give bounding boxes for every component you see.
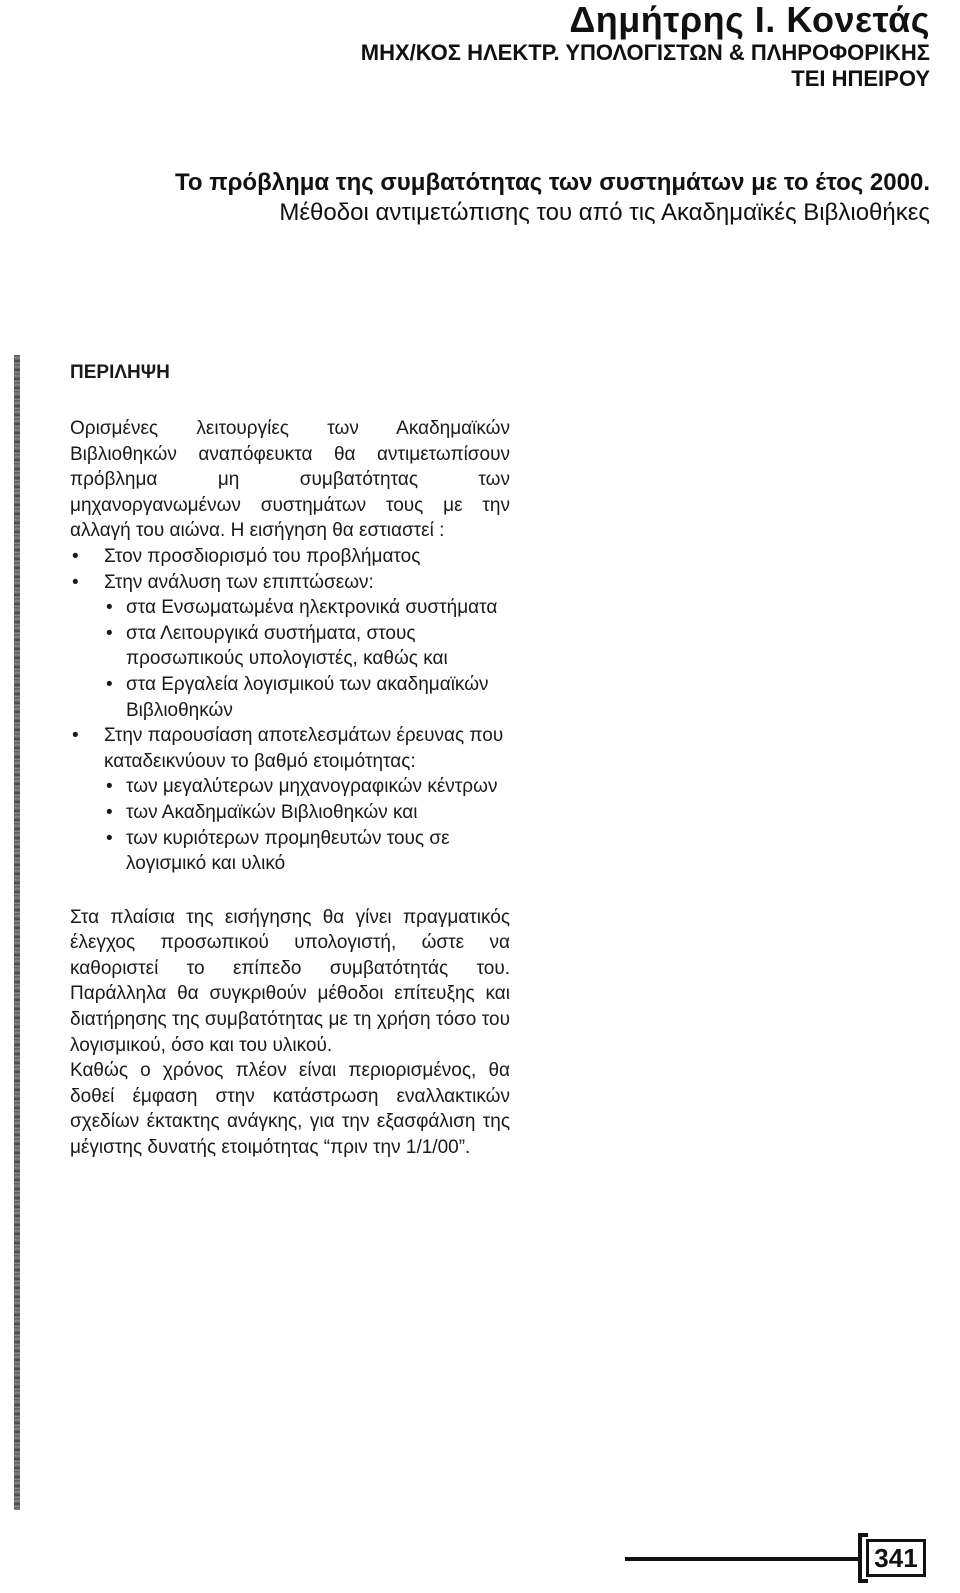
sublist-item bbox=[70, 595, 510, 621]
focus-list bbox=[70, 544, 510, 877]
sublist-item-text: των Ακαδημαϊκών Βιβλιοθηκών και bbox=[126, 801, 418, 823]
page-number: 341 bbox=[866, 1539, 926, 1577]
paper-subtitle: Μέθοδοι αντιμετώπισης του από τις Ακαδημαϊκές Βιβλιοθήκες bbox=[279, 199, 930, 226]
sublist-item-text: στα Ενσωματωμένα ηλεκτρονικά συστήματα bbox=[126, 597, 498, 619]
sublist-item bbox=[70, 621, 510, 672]
sublist-item-text: στα Εργαλεία λογισμικού των ακαδημαϊκών Βιβλιοθηκών bbox=[126, 673, 489, 721]
sublist-item-text: των μεγαλύτερων μηχανογραφικών κέντρων bbox=[126, 776, 498, 798]
readiness-sublist bbox=[104, 774, 510, 876]
affiliation-institution: ΤΕΙ ΗΠΕΙΡΟΥ bbox=[791, 66, 930, 91]
sublist-item bbox=[70, 672, 510, 723]
author-header bbox=[361, 0, 930, 92]
abstract-intro: Ορισμένες λειτουργίες των Ακαδημαϊκών Βιβλιοθηκών αναπόφευκτα θα αντιμετωπίσουν πρόβλημα μη συμβατότητας των μηχανοργανωμένων συστημάτων τους με την αλλαγή του αιώνα. Η εισήγηση θα εστιαστεί : bbox=[70, 418, 510, 542]
list-item bbox=[70, 570, 510, 724]
abstract-heading: ΠΕΡΙΛΗΨΗ bbox=[70, 362, 170, 383]
abstract-paragraph: Στα πλαίσια της εισήγησης θα γίνει πραγματικός έλεγχος προσωπικού υπολογιστή, ώστε να καθοριστεί το επίπεδο συμβατότητάς του. Παράλληλα θα συγκριθούν μέθοδοι επίτευξης και διατήρησης της συμβατότητας με τη χρήση τόσο του λογισμικού, όσο και του υλικού. bbox=[70, 906, 510, 1056]
list-item bbox=[70, 544, 510, 570]
paper-title-block bbox=[175, 168, 930, 228]
list-item-text: Στην παρουσίαση αποτελεσμάτων έρευνας που καταδεικνύουν το βαθμό ετοιμότητας: bbox=[104, 725, 504, 772]
page-number-box bbox=[858, 1533, 930, 1583]
sublist-item bbox=[70, 774, 510, 800]
abstract-section bbox=[70, 360, 510, 1161]
abstract-paragraph: Καθώς ο χρόνος πλέον είναι περιορισμένος, θα δοθεί έμφαση στην κατάστρωση εναλλακτικών σχεδίων έκτακτης ανάγκης, για την εξασφάλιση της μέγιστης δυνατής ετοιμότητας “πριν την 1/1/00”. bbox=[70, 1060, 510, 1159]
affiliation-department: ΜΗΧ/ΚΟΣ ΗΛΕΚΤΡ. ΥΠΟΛΟΓΙΣΤΩΝ & ΠΛΗΡΟΦΟΡΙΚΗΣ bbox=[360, 40, 930, 65]
author-name: Δημήτρης Ι. Κονετάς bbox=[569, 0, 930, 40]
list-item-text: Στην ανάλυση των επιπτώσεων: bbox=[104, 571, 374, 593]
sublist-item bbox=[70, 800, 510, 826]
footer-rule bbox=[625, 1557, 860, 1561]
impact-sublist bbox=[104, 595, 510, 723]
sublist-item-text: στα Λειτουργικά συστήματα, στους προσωπικούς υπολογιστές, καθώς και bbox=[126, 622, 448, 670]
sublist-item-text: των κυριότερων προμηθευτών τους σε λογισμικό και υλικό bbox=[126, 827, 450, 875]
margin-bar bbox=[14, 355, 20, 1510]
list-item-text: Στον προσδιορισμό του προβλήματος bbox=[104, 545, 421, 567]
paper-title: Το πρόβλημα της συμβατότητας των συστημάτων με το έτος 2000. bbox=[175, 169, 930, 196]
sublist-item bbox=[70, 826, 510, 877]
list-item bbox=[70, 723, 510, 877]
